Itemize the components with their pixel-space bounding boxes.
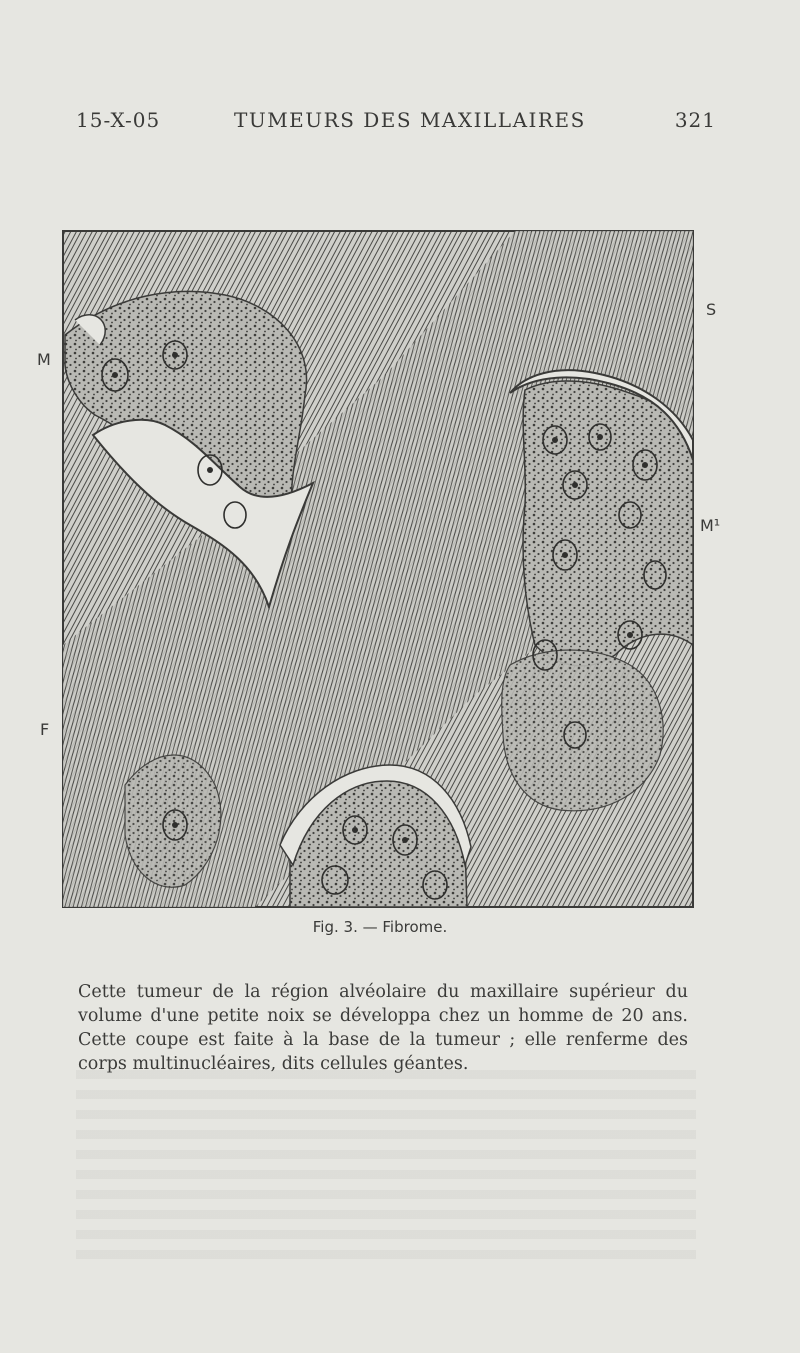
histology-figure: [55, 225, 700, 915]
fibroma-illustration: [55, 225, 700, 915]
page-number: 321: [674, 108, 716, 132]
show-through-texture: [76, 1070, 696, 1270]
label-s: S: [706, 300, 717, 319]
header-date: 15-X-05: [76, 108, 161, 132]
label-m: M: [37, 350, 51, 369]
header-title: TUMEURS DES MAXILLAIRES: [234, 108, 586, 132]
label-f: F: [40, 720, 50, 739]
label-m1: M¹: [700, 516, 721, 535]
running-header: [76, 108, 716, 138]
figure-caption: Fig. 3. — Fibrome.: [312, 918, 448, 936]
body-paragraph: Cette tumeur de la région alvéolaire du maxillaire supérieur du volume d'une petite noix se développa chez un homme de 20 ans. Cette coupe est faite à la base de la tumeur ; elle renferme des corps multinucléaires, dits cellules géantes.: [78, 981, 688, 1074]
